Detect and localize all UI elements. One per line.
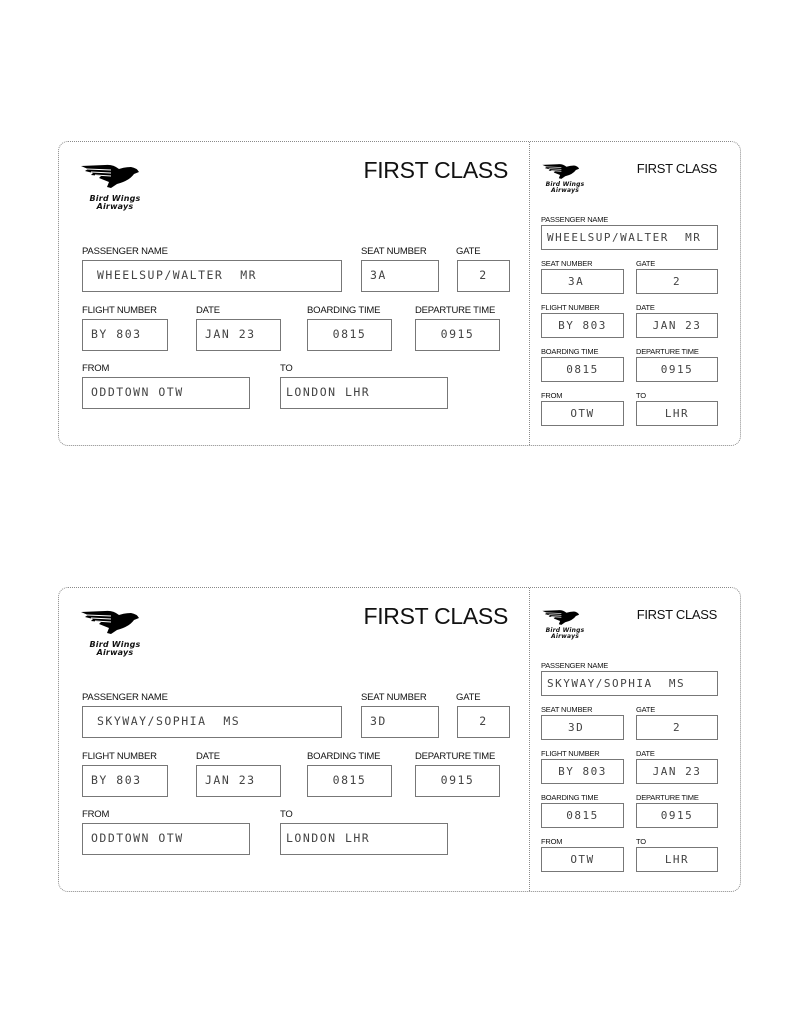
class-title: FIRST CLASS — [636, 161, 717, 176]
airline-name-line: Bird Wings — [89, 640, 141, 649]
perforation-line — [529, 588, 530, 891]
airline-name — [540, 182, 590, 194]
departure-time-label: DEPARTURE TIME — [636, 347, 699, 356]
boarding-time-field[interactable]: 0815 — [541, 357, 624, 382]
boarding-time-field[interactable]: 0815 — [307, 765, 392, 797]
gate-label: GATE — [456, 246, 481, 257]
from-label: FROM — [541, 837, 563, 846]
airline-name — [79, 641, 151, 657]
airline-name-line: Airways — [551, 633, 579, 640]
seat-number-field[interactable]: 3A — [541, 269, 624, 294]
flight-number-label: FLIGHT NUMBER — [541, 303, 600, 312]
bird-icon — [81, 163, 143, 193]
from-field[interactable]: OTW — [541, 847, 624, 872]
to-label: TO — [280, 809, 293, 820]
from-label: FROM — [82, 809, 110, 820]
date-field[interactable]: JAN 23 — [636, 759, 718, 784]
date-label: DATE — [636, 749, 655, 758]
flight-number-field[interactable]: BY 803 — [541, 759, 624, 784]
flight-number-label: FLIGHT NUMBER — [82, 751, 157, 762]
passenger-name-field[interactable]: SKYWAY/SOPHIA MS — [541, 671, 718, 696]
from-label: FROM — [82, 363, 110, 374]
from-field[interactable]: OTW — [541, 401, 624, 426]
gate-field[interactable]: 2 — [457, 706, 510, 738]
departure-time-field[interactable]: 0915 — [415, 765, 500, 797]
flight-number-field[interactable]: BY 803 — [541, 313, 624, 338]
class-title: FIRST CLASS — [636, 607, 717, 622]
seat-number-field[interactable]: 3A — [361, 260, 439, 292]
from-field[interactable]: ODDTOWN OTW — [82, 823, 250, 855]
airline-name — [79, 195, 151, 211]
airline-name-line: Airways — [551, 187, 579, 194]
airline-name-line: Bird Wings — [545, 181, 585, 188]
gate-label: GATE — [636, 259, 656, 268]
boarding-time-field[interactable]: 0815 — [307, 319, 392, 351]
flight-number-label: FLIGHT NUMBER — [541, 749, 600, 758]
gate-label: GATE — [636, 705, 656, 714]
departure-time-label: DEPARTURE TIME — [415, 751, 496, 762]
airline-name-line: Bird Wings — [545, 627, 585, 634]
airline-name — [540, 628, 590, 640]
perforation-line — [529, 142, 530, 445]
boarding-pass — [58, 587, 741, 892]
gate-field[interactable]: 2 — [636, 269, 718, 294]
from-field[interactable]: ODDTOWN OTW — [82, 377, 250, 409]
passenger-name-field[interactable]: SKYWAY/SOPHIA MS — [82, 706, 342, 738]
airline-name-line: Airways — [96, 648, 134, 657]
seat-number-label: SEAT NUMBER — [361, 692, 427, 703]
to-field[interactable]: LONDON LHR — [280, 377, 448, 409]
seat-number-label: SEAT NUMBER — [541, 259, 593, 268]
boarding-time-label: BOARDING TIME — [307, 305, 381, 316]
airline-logo — [81, 163, 143, 193]
gate-label: GATE — [456, 692, 481, 703]
passenger-name-label: PASSENGER NAME — [541, 215, 609, 224]
to-label: TO — [636, 391, 646, 400]
date-label: DATE — [636, 303, 655, 312]
seat-number-label: SEAT NUMBER — [361, 246, 427, 257]
to-field[interactable]: LHR — [636, 847, 718, 872]
to-field[interactable]: LONDON LHR — [280, 823, 448, 855]
to-label: TO — [280, 363, 293, 374]
passenger-name-label: PASSENGER NAME — [82, 692, 168, 703]
flight-number-field[interactable]: BY 803 — [82, 319, 168, 351]
passenger-name-field[interactable]: WHEELSUP/WALTER MR — [541, 225, 718, 250]
seat-number-field[interactable]: 3D — [361, 706, 439, 738]
to-label: TO — [636, 837, 646, 846]
bird-icon — [542, 609, 582, 628]
passenger-name-label: PASSENGER NAME — [82, 246, 168, 257]
gate-field[interactable]: 2 — [636, 715, 718, 740]
boarding-time-label: BOARDING TIME — [541, 793, 599, 802]
class-title: FIRST CLASS — [363, 603, 508, 629]
date-field[interactable]: JAN 23 — [196, 765, 281, 797]
class-title: FIRST CLASS — [363, 157, 508, 183]
boarding-time-field[interactable]: 0815 — [541, 803, 624, 828]
airline-name-line: Bird Wings — [89, 194, 141, 203]
departure-time-field[interactable]: 0915 — [415, 319, 500, 351]
flight-number-label: FLIGHT NUMBER — [82, 305, 157, 316]
airline-name-line: Airways — [96, 202, 134, 211]
departure-time-field[interactable]: 0915 — [636, 803, 718, 828]
boarding-time-label: BOARDING TIME — [541, 347, 599, 356]
from-label: FROM — [541, 391, 563, 400]
departure-time-label: DEPARTURE TIME — [415, 305, 496, 316]
seat-number-label: SEAT NUMBER — [541, 705, 593, 714]
date-label: DATE — [196, 305, 220, 316]
passenger-name-field[interactable]: WHEELSUP/WALTER MR — [82, 260, 342, 292]
to-field[interactable]: LHR — [636, 401, 718, 426]
boarding-pass — [58, 141, 741, 446]
departure-time-label: DEPARTURE TIME — [636, 793, 699, 802]
seat-number-field[interactable]: 3D — [541, 715, 624, 740]
bird-icon — [542, 163, 582, 182]
date-field[interactable]: JAN 23 — [636, 313, 718, 338]
bird-icon — [81, 609, 143, 639]
airline-logo — [542, 163, 582, 182]
date-field[interactable]: JAN 23 — [196, 319, 281, 351]
flight-number-field[interactable]: BY 803 — [82, 765, 168, 797]
boarding-time-label: BOARDING TIME — [307, 751, 381, 762]
date-label: DATE — [196, 751, 220, 762]
departure-time-field[interactable]: 0915 — [636, 357, 718, 382]
airline-logo — [81, 609, 143, 639]
gate-field[interactable]: 2 — [457, 260, 510, 292]
passenger-name-label: PASSENGER NAME — [541, 661, 609, 670]
airline-logo — [542, 609, 582, 628]
